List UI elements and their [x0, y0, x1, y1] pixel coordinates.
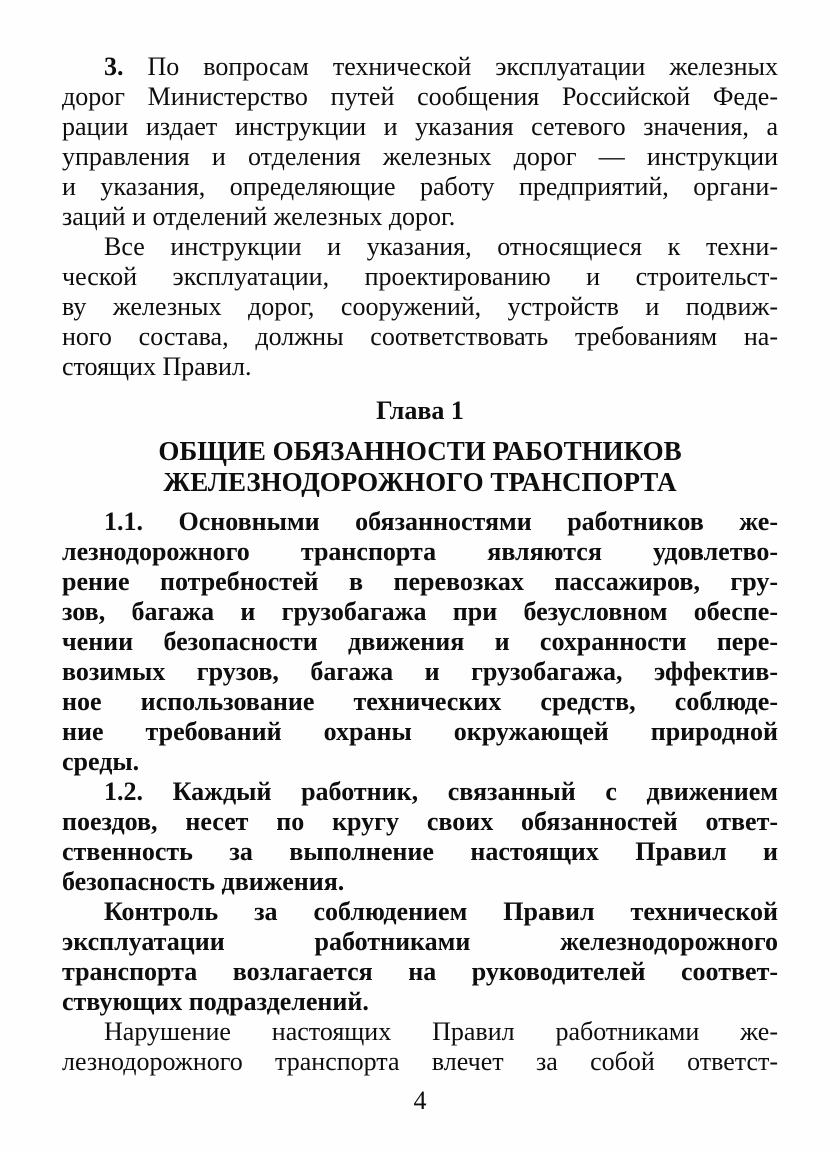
text-line: транспорта возлагается на руководителей соответ- [62, 957, 778, 986]
text-line: рение потребностей в перевозках пассажиров, гру- [62, 567, 778, 596]
text-line: стоящих Правил. [62, 352, 252, 381]
paragraph-all-instructions [62, 232, 778, 382]
chapter-title-line-1: ОБЩИЕ ОБЯЗАННОСТИ РАБОТНИКОВ [158, 436, 682, 466]
text-line: 1.2. Каждый работник, связанный с движением [104, 777, 778, 806]
text-line: дорог Министерство путей сообщения Российской Феде- [62, 82, 778, 111]
text-line: лезнодорожного транспорта влечет за собой ответст- [62, 1047, 778, 1076]
text-line: заций и отделений железных дорог. [62, 202, 456, 231]
text-line: управления и отделения железных дорог — инструкции [62, 142, 778, 171]
text-line: лезнодорожного транспорта являются удовлетво- [62, 537, 778, 566]
text-line: ственность за выполнение настоящих Правил и [62, 837, 778, 866]
text-line: чении безопасности движения и сохранности пере- [62, 627, 778, 656]
text-line: и указания, определяющие работу предприятий, органи- [62, 172, 778, 201]
text-line: ное использование технических средств, соблюде- [62, 687, 778, 716]
text-line: ческой эксплуатации, проектированию и строительст- [62, 262, 778, 291]
paragraph-1-2 [62, 777, 778, 897]
chapter-title [62, 436, 778, 498]
text-line: среды. [62, 747, 140, 776]
item-number: 3. [104, 52, 124, 81]
text-line [62, 52, 778, 82]
paragraph-violation [62, 1017, 778, 1077]
paragraph-1-1 [62, 507, 778, 777]
paragraph-item-3 [62, 52, 778, 232]
text-line: ние требований охраны окружающей природной [62, 717, 778, 746]
text-line: Нарушение настоящих Правил работниками же- [104, 1017, 778, 1046]
text-line: безопасность движения. [62, 867, 345, 896]
text-line: зов, багажа и грузобагажа при безусловном обеспе- [62, 597, 778, 626]
chapter-title-line-2: ЖЕЛЕЗНОДОРОЖНОГО ТРАНСПОРТА [163, 467, 677, 497]
text-line: Контроль за соблюдением Правил технической [104, 897, 778, 926]
text-line: ствующих подразделений. [62, 987, 369, 1016]
text-line-rest: По вопросам технической эксплуатации железных [123, 52, 778, 81]
text-line: ву железных дорог, сооружений, устройств и подвиж- [62, 292, 778, 321]
text-line: эксплуатации работниками железнодорожного [62, 927, 778, 956]
text-line: Все инструкции и указания, относящиеся к техни- [104, 232, 778, 261]
text-line: ного состава, должны соответствовать требованиям на- [62, 322, 778, 351]
chapter-kicker: Глава 1 [376, 396, 464, 425]
text-line: 1.1. Основными обязанностями работников же- [104, 507, 778, 536]
text-line: поездов, несет по кругу своих обязанностей ответ- [62, 807, 778, 836]
page-number: 4 [413, 1086, 427, 1115]
text-line: рации издает инструкции и указания сетевого значения, а [62, 112, 778, 141]
text-line: возимых грузов, багажа и грузобагажа, эффектив- [62, 657, 778, 686]
paragraph-control [62, 897, 778, 1017]
